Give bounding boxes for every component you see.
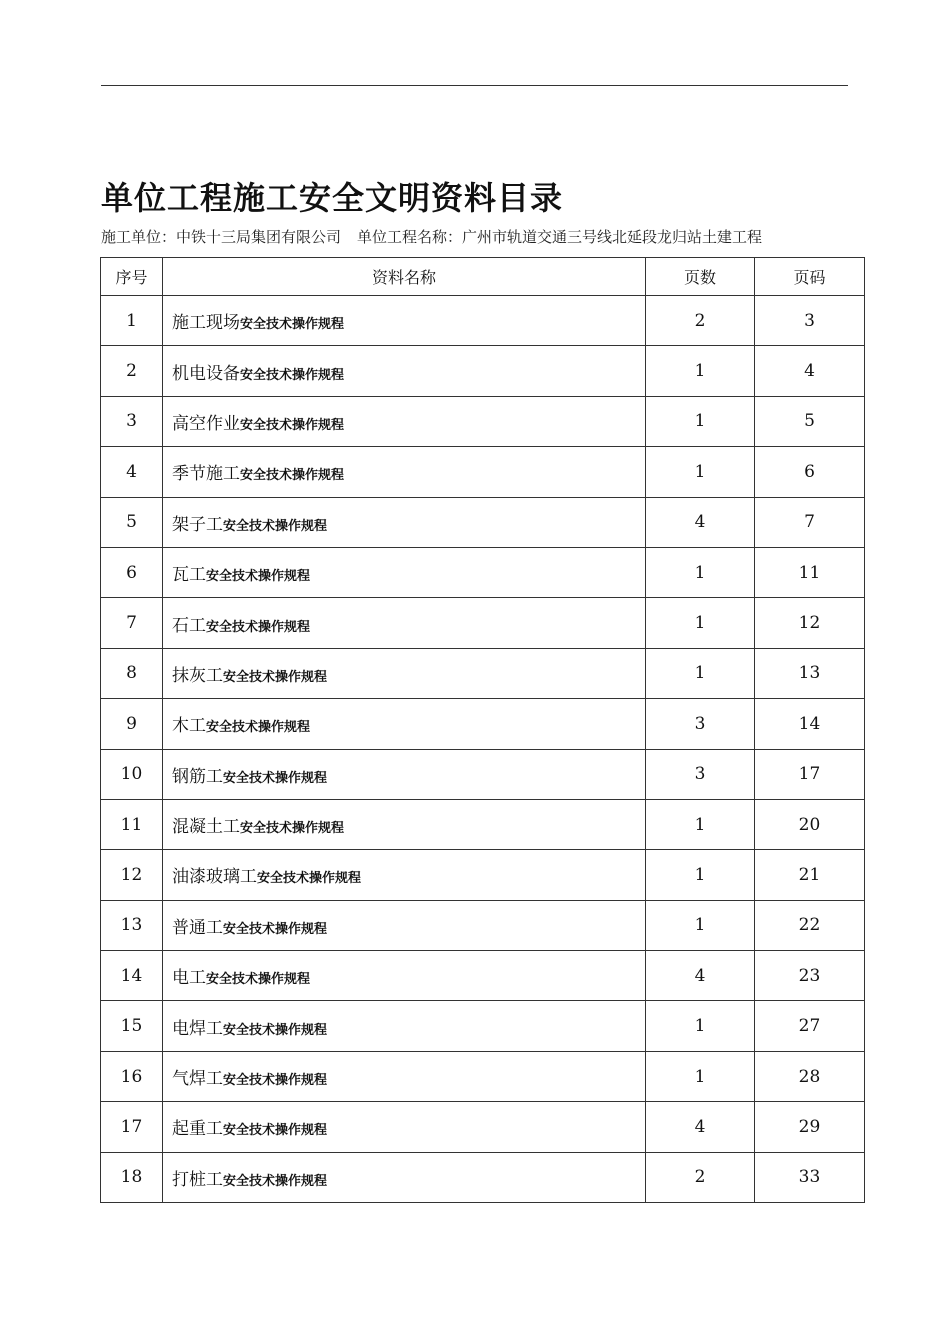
row-title-suffix: 安全技术操作规程 [206, 972, 311, 988]
table-row [101, 396, 865, 446]
row-page-number: 23 [755, 951, 865, 1001]
row-title [163, 296, 646, 346]
row-page-count: 4 [646, 497, 755, 547]
table-row [101, 598, 865, 648]
row-number: 15 [101, 1001, 163, 1051]
row-number: 10 [101, 749, 163, 799]
row-page-number: 14 [755, 699, 865, 749]
row-number: 18 [101, 1152, 163, 1202]
row-title-suffix: 安全技术操作规程 [206, 569, 311, 585]
row-number: 14 [101, 951, 163, 1001]
row-title [163, 346, 646, 396]
construction-unit: 施工单位：中铁十三局集团有限公司 [101, 228, 342, 246]
table-row [101, 699, 865, 749]
row-page-count: 1 [646, 900, 755, 950]
row-title-main: 季节施工 [172, 464, 240, 485]
row-page-number: 27 [755, 1001, 865, 1051]
table-row [101, 497, 865, 547]
document-title: 单位工程施工安全文明资料目录 [101, 179, 564, 217]
row-title [163, 1051, 646, 1101]
row-number: 8 [101, 648, 163, 698]
row-page-count: 1 [646, 447, 755, 497]
row-title [163, 598, 646, 648]
table-row [101, 900, 865, 950]
row-page-number: 4 [755, 346, 865, 396]
table-row [101, 1051, 865, 1101]
row-number: 3 [101, 396, 163, 446]
row-number: 2 [101, 346, 163, 396]
row-title-suffix: 安全技术操作规程 [240, 367, 345, 383]
row-number: 5 [101, 497, 163, 547]
row-number: 7 [101, 598, 163, 648]
table-row [101, 799, 865, 849]
row-title-main: 起重工 [172, 1119, 223, 1140]
row-title [163, 699, 646, 749]
row-title-main: 架子工 [172, 514, 223, 535]
table-row [101, 850, 865, 900]
row-title-suffix: 安全技术操作规程 [223, 1073, 328, 1089]
row-title-suffix: 安全技术操作规程 [223, 1022, 328, 1038]
row-number: 13 [101, 900, 163, 950]
row-title-main: 石工 [172, 615, 206, 636]
row-title [163, 648, 646, 698]
row-number: 6 [101, 547, 163, 597]
table-row [101, 749, 865, 799]
row-title-suffix: 安全技术操作规程 [240, 468, 345, 484]
row-title-main: 抹灰工 [172, 665, 223, 686]
row-title-main: 普通工 [172, 917, 223, 938]
row-page-count: 4 [646, 951, 755, 1001]
row-number: 16 [101, 1051, 163, 1101]
row-page-number: 20 [755, 799, 865, 849]
row-page-count: 3 [646, 749, 755, 799]
table-row [101, 1001, 865, 1051]
table-body [101, 296, 865, 1203]
table-row [101, 346, 865, 396]
row-title [163, 1102, 646, 1152]
row-title [163, 900, 646, 950]
row-title-suffix: 安全技术操作规程 [223, 669, 328, 685]
row-page-number: 21 [755, 850, 865, 900]
row-page-number: 28 [755, 1051, 865, 1101]
row-title-suffix: 安全技术操作规程 [223, 921, 328, 937]
table-row [101, 951, 865, 1001]
table-row [101, 1102, 865, 1152]
row-page-count: 1 [646, 547, 755, 597]
contents-table [100, 257, 865, 1203]
row-title-suffix: 安全技术操作规程 [257, 871, 362, 887]
col-header-name: 资料名称 [163, 258, 646, 296]
row-page-count: 1 [646, 648, 755, 698]
row-page-number: 22 [755, 900, 865, 950]
row-page-number: 29 [755, 1102, 865, 1152]
row-title-suffix: 安全技术操作规程 [223, 518, 328, 534]
row-title-main: 混凝土工 [172, 817, 240, 838]
row-title-suffix: 安全技术操作规程 [223, 1173, 328, 1189]
row-page-number: 3 [755, 296, 865, 346]
row-title-suffix: 安全技术操作规程 [240, 821, 345, 837]
row-page-count: 3 [646, 699, 755, 749]
row-page-number: 12 [755, 598, 865, 648]
row-page-count: 2 [646, 296, 755, 346]
row-page-count: 1 [646, 850, 755, 900]
row-title-main: 气焊工 [172, 1069, 223, 1090]
row-title [163, 547, 646, 597]
row-page-count: 1 [646, 598, 755, 648]
row-title [163, 1152, 646, 1202]
row-page-count: 1 [646, 799, 755, 849]
row-page-number: 11 [755, 547, 865, 597]
project-name: 单位工程名称：广州市轨道交通三号线北延段龙归站土建工程 [357, 228, 763, 246]
row-number: 9 [101, 699, 163, 749]
row-page-number: 13 [755, 648, 865, 698]
row-title-main: 电焊工 [172, 1018, 223, 1039]
row-title [163, 951, 646, 1001]
row-number: 12 [101, 850, 163, 900]
table-row [101, 648, 865, 698]
row-title [163, 396, 646, 446]
row-title-suffix: 安全技术操作规程 [206, 720, 311, 736]
row-number: 1 [101, 296, 163, 346]
row-title [163, 799, 646, 849]
row-title-main: 机电设备 [172, 363, 240, 384]
table-header-row [101, 258, 865, 296]
table-row [101, 547, 865, 597]
row-title-suffix: 安全技术操作规程 [240, 317, 345, 333]
row-title-main: 高空作业 [172, 413, 240, 434]
row-title-main: 打桩工 [172, 1169, 223, 1190]
row-page-count: 2 [646, 1152, 755, 1202]
row-number: 11 [101, 799, 163, 849]
row-page-number: 5 [755, 396, 865, 446]
table-row [101, 447, 865, 497]
table-row [101, 1152, 865, 1202]
table-row [101, 296, 865, 346]
row-title [163, 447, 646, 497]
col-header-page-no: 页码 [755, 258, 865, 296]
row-page-number: 6 [755, 447, 865, 497]
row-number: 17 [101, 1102, 163, 1152]
row-title [163, 749, 646, 799]
row-page-count: 1 [646, 1051, 755, 1101]
row-title-suffix: 安全技术操作规程 [223, 1123, 328, 1139]
row-title-main: 施工现场 [172, 313, 240, 334]
row-title-main: 瓦工 [172, 565, 206, 586]
row-title-main: 电工 [172, 968, 206, 989]
row-title-main: 木工 [172, 716, 206, 737]
row-title-suffix: 安全技术操作规程 [206, 619, 311, 635]
row-page-number: 7 [755, 497, 865, 547]
row-page-count: 1 [646, 1001, 755, 1051]
header-rule [101, 85, 848, 86]
col-header-no: 序号 [101, 258, 163, 296]
row-page-count: 1 [646, 346, 755, 396]
row-title-main: 钢筋工 [172, 766, 223, 787]
row-page-count: 1 [646, 396, 755, 446]
row-page-count: 4 [646, 1102, 755, 1152]
row-number: 4 [101, 447, 163, 497]
document-subtitle [101, 226, 762, 248]
row-title [163, 497, 646, 547]
row-title-suffix: 安全技术操作规程 [223, 770, 328, 786]
row-title-main: 油漆玻璃工 [172, 867, 257, 888]
row-title-suffix: 安全技术操作规程 [240, 417, 345, 433]
row-title [163, 1001, 646, 1051]
row-page-number: 33 [755, 1152, 865, 1202]
col-header-pages: 页数 [646, 258, 755, 296]
row-page-number: 17 [755, 749, 865, 799]
row-title [163, 850, 646, 900]
